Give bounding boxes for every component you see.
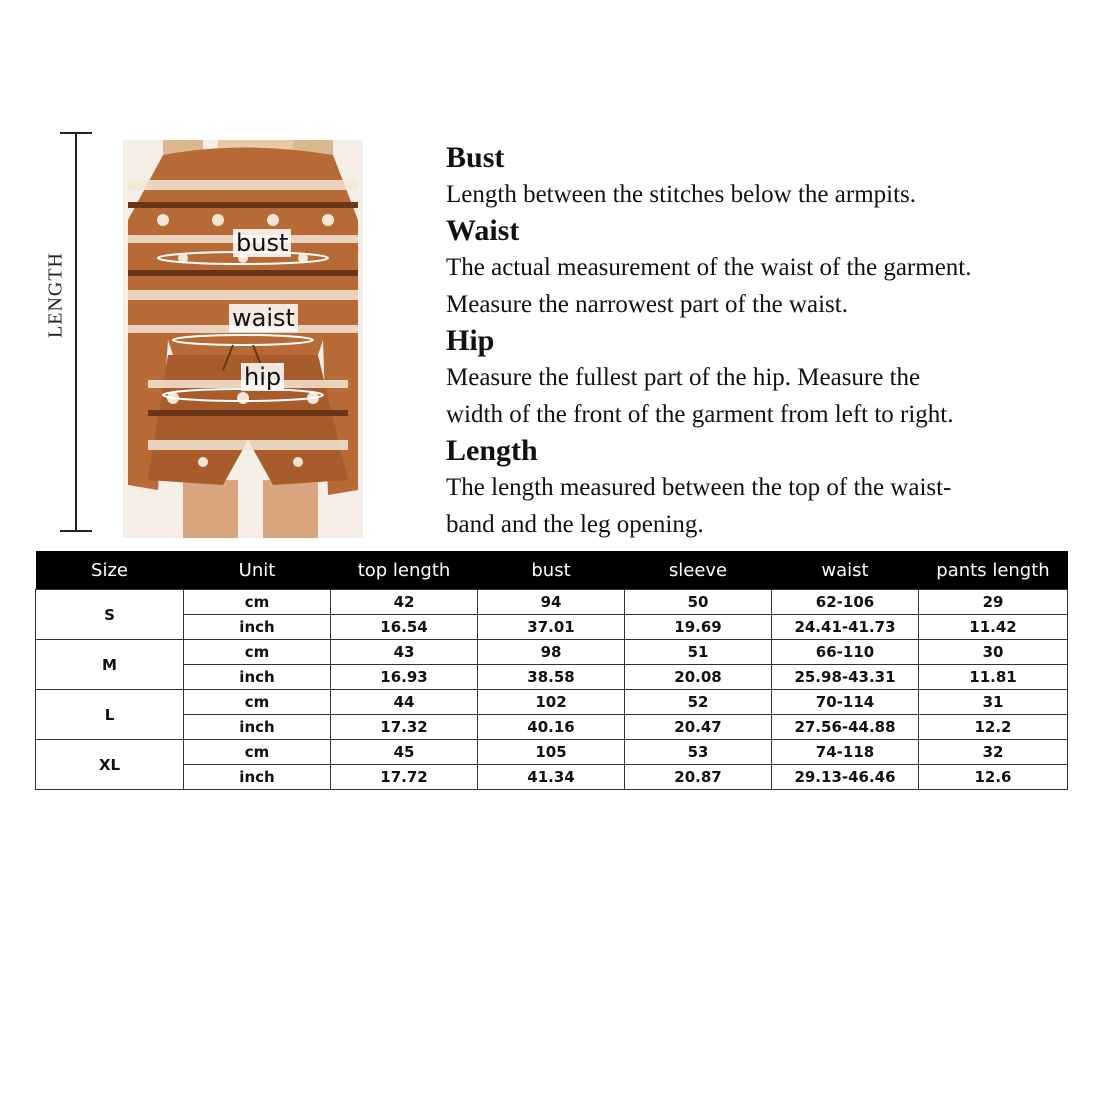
table-row [36, 740, 1068, 765]
header-bust: bust [478, 551, 625, 590]
measurement-cell: 38.58 [478, 665, 625, 690]
table-row [36, 715, 1068, 740]
waist-description: The actual measurement of the waist of the garment. [446, 254, 972, 281]
size-cell: M [36, 640, 184, 690]
measurement-cell: 19.69 [625, 615, 772, 640]
measurement-cell: 62-106 [772, 590, 919, 615]
ruler-bottom-cap [60, 530, 92, 532]
unit-cell: inch [184, 615, 331, 640]
measurement-cell: 31 [919, 690, 1068, 715]
hip-heading: Hip [446, 324, 495, 357]
measurement-cell: 20.87 [625, 765, 772, 790]
measurement-cell: 102 [478, 690, 625, 715]
measurement-cell: 29 [919, 590, 1068, 615]
measurement-cell: 43 [331, 640, 478, 665]
header-sleeve: sleeve [625, 551, 772, 590]
measurement-cell: 32 [919, 740, 1068, 765]
size-chart-table [35, 551, 1068, 790]
measurement-cell: 12.6 [919, 765, 1068, 790]
garment-illustration [123, 140, 363, 538]
hip-description: Measure the fullest part of the hip. Measure the [446, 364, 921, 391]
unit-cell: cm [184, 590, 331, 615]
bust-label: bust [233, 229, 291, 257]
measurement-cell: 105 [478, 740, 625, 765]
unit-cell: inch [184, 715, 331, 740]
bust-heading: Bust [446, 141, 505, 174]
measurement-cell: 53 [625, 740, 772, 765]
measurement-cell: 37.01 [478, 615, 625, 640]
hip-label: hip [241, 363, 284, 391]
measurement-cell: 25.98-43.31 [772, 665, 919, 690]
bust-description: Length between the stitches below the armpits. [446, 181, 917, 208]
unit-cell: cm [184, 740, 331, 765]
measurement-guide [446, 140, 1086, 543]
length-ruler-label: LENGTH [44, 252, 67, 338]
measurement-cell: 11.81 [919, 665, 1068, 690]
measurement-cell: 41.34 [478, 765, 625, 790]
size-cell: L [36, 690, 184, 740]
length-description: band and the leg opening. [446, 511, 704, 538]
table-row [36, 640, 1068, 665]
table-row [36, 690, 1068, 715]
measurement-cell: 16.93 [331, 665, 478, 690]
waist-description: Measure the narrowest part of the waist. [446, 291, 848, 318]
table-row [36, 665, 1068, 690]
unit-cell: cm [184, 640, 331, 665]
header-size: Size [36, 551, 184, 590]
header-top-length: top length [331, 551, 478, 590]
table-row [36, 615, 1068, 640]
size-table-body [36, 590, 1068, 790]
measurement-cell: 44 [331, 690, 478, 715]
table-row [36, 590, 1068, 615]
measurement-cell: 74-118 [772, 740, 919, 765]
table-header-row [36, 551, 1068, 590]
measurement-cell: 30 [919, 640, 1068, 665]
measurement-cell: 40.16 [478, 715, 625, 740]
unit-cell: inch [184, 765, 331, 790]
product-photo [123, 140, 363, 538]
measurement-cell: 17.72 [331, 765, 478, 790]
measurement-cell: 51 [625, 640, 772, 665]
measurement-cell: 11.42 [919, 615, 1068, 640]
size-cell: S [36, 590, 184, 640]
waist-heading: Waist [446, 214, 520, 247]
measurement-cell: 42 [331, 590, 478, 615]
waist-label: waist [229, 304, 298, 332]
measurement-cell: 27.56-44.88 [772, 715, 919, 740]
header-waist: waist [772, 551, 919, 590]
measurement-cell: 29.13-46.46 [772, 765, 919, 790]
length-description: The length measured between the top of the waist- [446, 474, 952, 501]
measurement-cell: 70-114 [772, 690, 919, 715]
measurement-cell: 94 [478, 590, 625, 615]
measurement-cell: 24.41-41.73 [772, 615, 919, 640]
measurement-cell: 50 [625, 590, 772, 615]
length-ruler [75, 133, 77, 531]
size-cell: XL [36, 740, 184, 790]
hip-description: width of the front of the garment from left to right. [446, 401, 954, 428]
measurement-cell: 66-110 [772, 640, 919, 665]
measurement-cell: 98 [478, 640, 625, 665]
length-heading: Length [446, 434, 538, 467]
measurement-cell: 20.47 [625, 715, 772, 740]
unit-cell: inch [184, 665, 331, 690]
measurement-cell: 52 [625, 690, 772, 715]
measurement-cell: 45 [331, 740, 478, 765]
measurement-cell: 16.54 [331, 615, 478, 640]
unit-cell: cm [184, 690, 331, 715]
table-row [36, 765, 1068, 790]
header-pants-length: pants length [919, 551, 1068, 590]
measurement-cell: 17.32 [331, 715, 478, 740]
header-unit: Unit [184, 551, 331, 590]
measurement-cell: 12.2 [919, 715, 1068, 740]
measurement-cell: 20.08 [625, 665, 772, 690]
